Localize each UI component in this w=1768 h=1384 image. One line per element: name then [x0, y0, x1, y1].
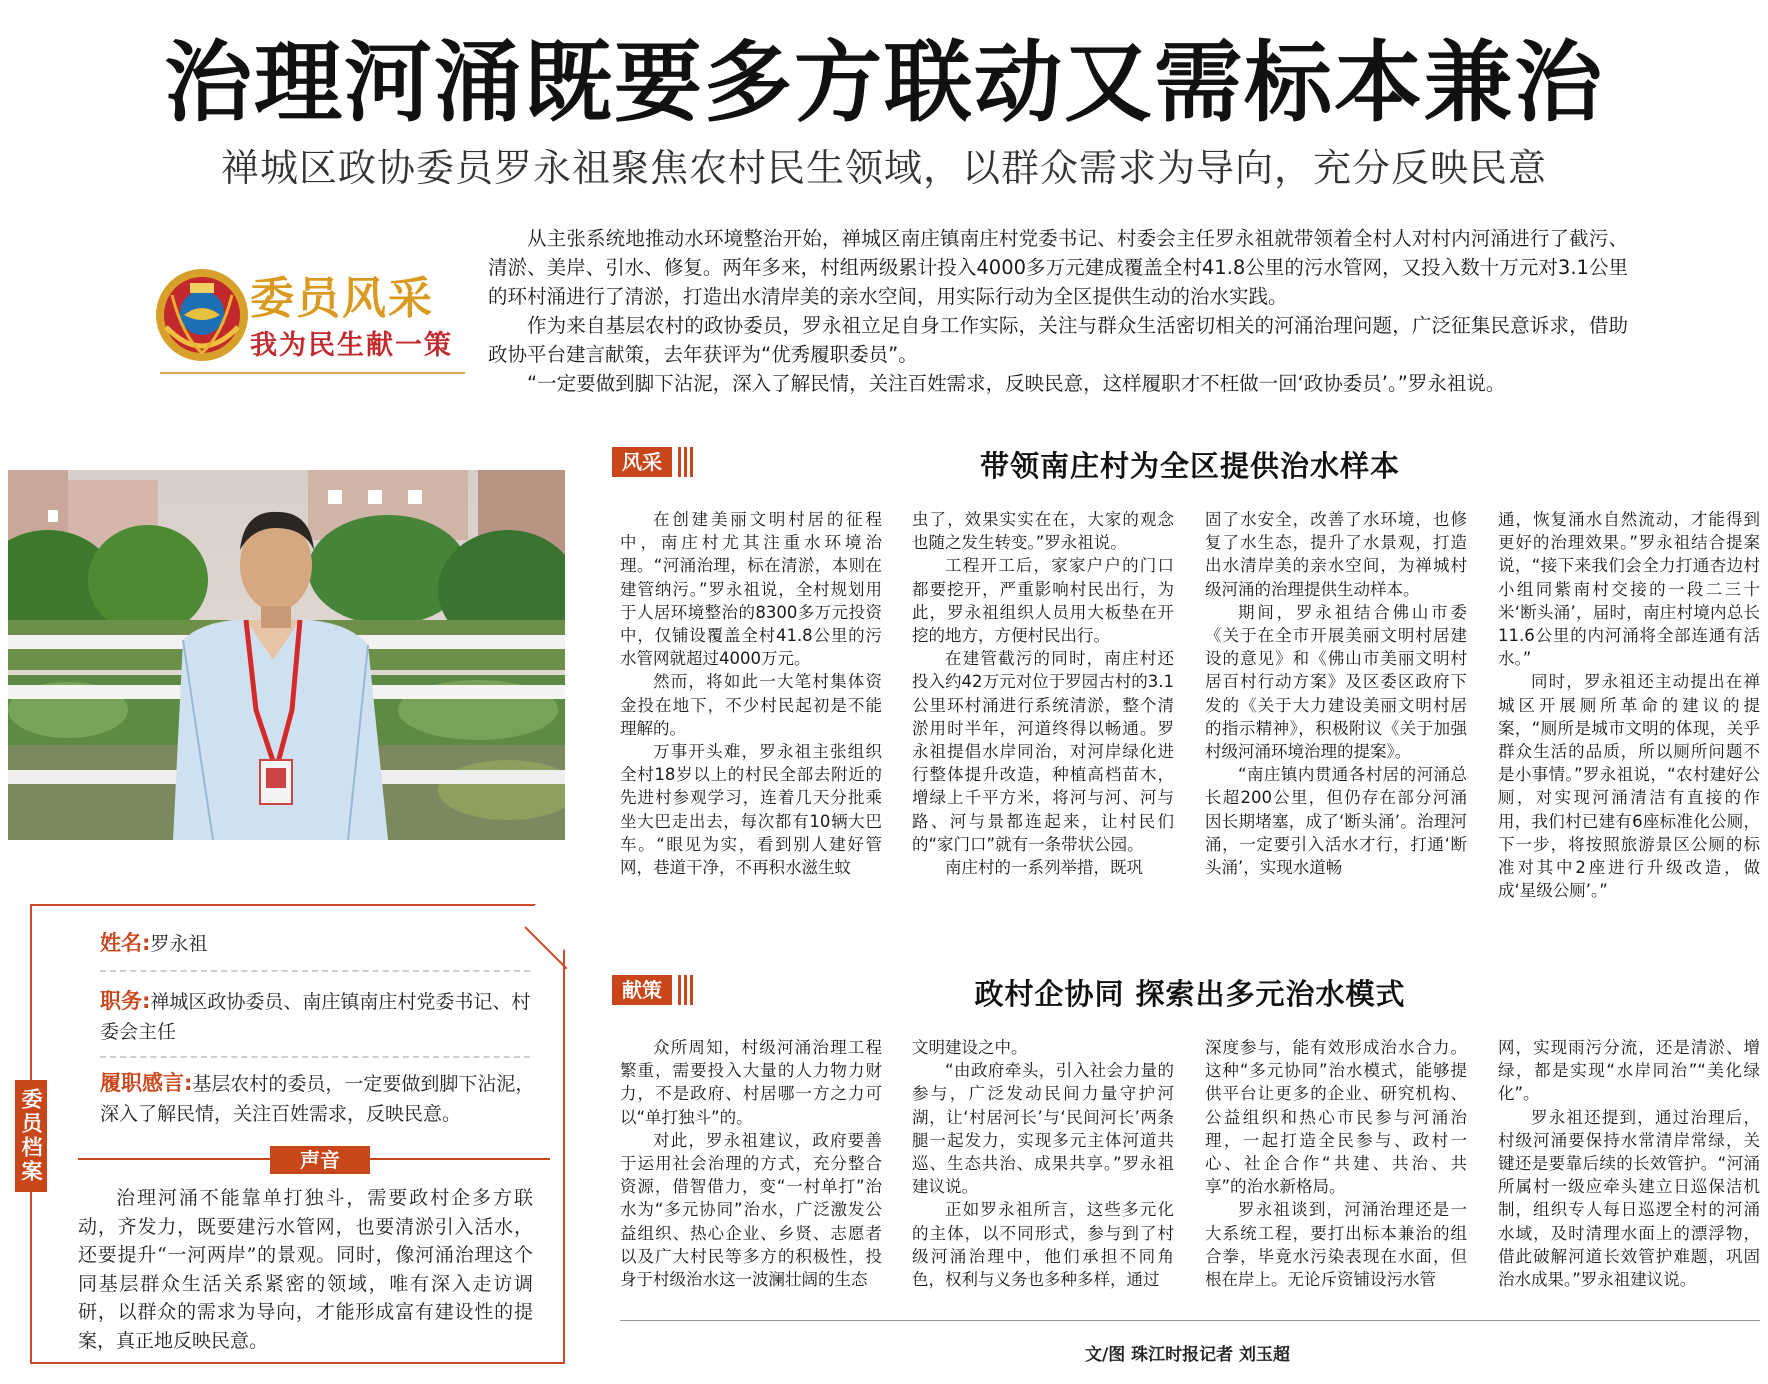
paragraph: 万事开头难，罗永祖主张组织全村18岁以上的村民全部去附近的先进村参观学习，连着几天分批乘坐大巴走出去，每次都有10辆大巴车。“眼见为实，看到别人建好管网，巷道干净，不再积水滋生蚊	[620, 742, 882, 878]
paragraph: 工程开工后，家家户户的门口都要挖开，严重影响村民出行，为此，罗永祖组织人员用大板垫在开挖的地方，方便村民出行。	[912, 556, 1174, 646]
section1-column-3	[1205, 508, 1467, 908]
voice-text	[78, 1184, 533, 1355]
feeling-value: 基层农村的委员，一定要做到脚下沾泥，深入了解民情，关注百姓需求，反映民意。	[100, 1073, 535, 1125]
paragraph: 同时，罗永祖还主动提出在禅城区开展厕所革命的建议的提案，“厕所是城市文明的体现，关乎群众生活的品质，所以厕所问题不是小事情。”罗永祖说，“农村建好公厕，对实现河涌清洁有直接的作用，我们村已建有6座标准化公厕，下一步，将按照旅游景区公厕的标准对其中2座进行升级改造，做成‘星级公厕’。”	[1498, 672, 1760, 901]
section2-column-1	[620, 1036, 882, 1306]
section1-column-4	[1498, 508, 1760, 908]
paragraph: 文明建设之中。	[912, 1038, 1028, 1057]
voice-paragraph: 治理河涌不能靠单打独斗，需要政村企多方联动，齐发力，既要建污水管网，也要清淤引入活水，还要提升“一河两岸”的景观。同时，像河涌治理这个同基层群众生活关系紧密的领域，唯有深入走访调研，以群众的需求为导向，才能形成富有建设性的提案，真正地反映民意。	[78, 1187, 533, 1352]
intro-paragraph: 从主张系统地推动水环境整治开始，禅城区南庄镇南庄村党委书记、村委会主任罗永祖就带领着全村人对村内河涌进行了截污、清淤、美岸、引水、修复。两年多来，村组两级累计投入4000多万元建成覆盖全村41.8公里的污水管网，又投入数十万元对3.1公里的环村涌进行了清淤，打造出水清岸美的亲水空间，用实际行动为全区提供生动的治水实践。	[488, 227, 1628, 308]
section2-column-2	[912, 1036, 1174, 1306]
paragraph: 虫了，效果实实在在，大家的观念也随之发生转变。”罗永祖说。	[912, 510, 1174, 553]
section1-column-1	[620, 508, 882, 908]
paragraph: 在建管截污的同时，南庄村还投入约42万元对位于罗园古村的3.1公里环村涌进行系统清淤，整个清淤用时半年，河道终得以畅通。罗永祖提倡水岸同治，对河岸绿化进行整体提升改造，种植高档苗木，增绿上千平方米，将河与河、河与路、河与景都连起来，让村民们的“家门口”就有一条带状公园。	[912, 649, 1174, 854]
paragraph: 通，恢复涌水自然流动，才能得到更好的治理效果。”罗永祖结合提案说，“接下来我们会全力打通杏边村小组同紫南村交接的一段二三十米‘断头涌’，届时，南庄村境内总长11.6公里的内河涌将全部连通有活水。”	[1498, 510, 1760, 669]
paragraph: 然而，将如此一大笔村集体资金投在地下，不少村民起初是不能理解的。	[620, 672, 882, 738]
headline: 治理河涌既要多方联动又需标本兼治	[163, 31, 1604, 134]
byline: 文/图 珠江时报记者 刘玉超	[1085, 1345, 1291, 1365]
divider	[100, 1056, 530, 1058]
name-label: 姓名:	[100, 931, 151, 955]
paragraph: 罗永祖谈到，河涌治理还是一大系统工程，要打出标本兼治的组合拳，毕竟水污染表现在水面，但根在岸上。无论斥资铺设污水管	[1205, 1200, 1467, 1290]
name-value: 罗永祖	[150, 933, 208, 955]
profile-job-row	[100, 986, 540, 1047]
paragraph: “南庄镇内贯通各村居的河涌总长超200公里，但仍存在部分河涌因长期堵塞，成了‘断头涌’。治理河涌，一定要引入活水才行，打通‘断头涌’，实现水道畅	[1205, 765, 1467, 878]
logo-underline	[160, 372, 465, 374]
tag-bars	[676, 447, 694, 477]
divider	[100, 970, 530, 972]
paragraph: 正如罗永祖所言，这些多元化的主体，以不同形式，参与到了村级河涌治理中，他们承担不同角色，权利与义务也多种多样，通过	[912, 1200, 1174, 1290]
paragraph: 在创建美丽文明村居的征程中，南庄村尤其注重水环境治理。“河涌治理，标在清淤，本则在建管纳污。”罗永祖说，全村规划用于人居环境整治的8300多万元投资中，仅铺设覆盖全村41.8公里的污水管网就超过4000万元。	[620, 510, 882, 669]
voice-badge: 声音	[270, 1146, 370, 1174]
profile-side-tab: 委员档案	[15, 1080, 47, 1192]
paragraph: 深度参与，能有效形成治水合力。这种“多元协同”治水模式，能够提供平台让更多的企业、研究机构、公益组织和热心市民参与河涌治理，一起打造全民参与、政村一心、社企合作“共建、共治、共享”的治水新格局。	[1205, 1038, 1467, 1197]
tag-bars	[676, 975, 694, 1005]
section2-title: 政村企协同 探索出多元治水模式	[974, 977, 1406, 1011]
job-value: 禅城区政协委员、南庄镇南庄村党委书记、村委会主任	[100, 991, 531, 1043]
section2-column-4	[1498, 1036, 1760, 1306]
intro-paragraph: 作为来自基层农村的政协委员，罗永祖立足自身工作实际，关注与群众生活密切相关的河涌治理问题，广泛征集民意诉求，借助政协平台建言献策，去年获评为“优秀履职委员”。	[488, 314, 1628, 366]
section1-title: 带领南庄村为全区提供治水样本	[979, 449, 1400, 483]
paragraph: “由政府牵头，引入社会力量的参与，广泛发动民间力量守护河湖，让‘村居河长’与‘民间河长’两条腿一起发力，实现多元主体河道共巡、生态共治、成果共享。”罗永祖建议说。	[912, 1061, 1174, 1197]
section1-column-2	[912, 508, 1174, 908]
section2-column-3	[1205, 1036, 1467, 1306]
footer-rule	[620, 1320, 1760, 1321]
section-tag-xiance: 献策	[612, 975, 672, 1005]
section-tag-fengcai: 风采	[612, 447, 672, 477]
paragraph: 对此，罗永祖建议，政府要善于运用社会治理的方式，充分整合资源，借智借力，变“一村单打”治水为“多元协同”治水，广泛激发公益组织、热心企业、乡贤、志愿者以及广大村民等多方的积极性，投身于村级治水这一波澜壮阔的生态	[620, 1130, 882, 1290]
intro-text	[488, 224, 1628, 398]
profile-feeling-row	[100, 1068, 540, 1129]
subheadline: 禅城区政协委员罗永祖聚焦农村民生领域，以群众需求为导向，充分反映民意	[220, 146, 1547, 190]
job-label: 职务:	[100, 989, 151, 1013]
portrait-photo	[8, 470, 565, 840]
cppcc-emblem-icon	[152, 265, 252, 365]
paragraph: 众所周知，村级河涌治理工程繁重，需要投入大量的人力物力财力，不是政府、村居哪一方之力可以“单打独斗”的。	[620, 1038, 882, 1127]
paragraph: 罗永祖还提到，通过治理后，村级河涌要保持水常清岸常绿，关键还是要靠后续的长效管护。“河涌所属村一级应牵头建立日巡保洁机制，组织专人每日巡逻全村的河涌水域，及时清理水面上的漂浮物，借此破解河道长效管护难题，巩固治水成果。”罗永祖建议说。	[1498, 1107, 1760, 1290]
logo-slogan: 我为民生献一策	[250, 330, 453, 361]
paragraph: 南庄村的一系列举措，既巩	[945, 858, 1143, 878]
paragraph: 网，实现雨污分流，还是清淤、增绿，都是实现“水岸同治”“美化绿化”。	[1498, 1038, 1760, 1104]
feeling-label: 履职感言:	[100, 1071, 193, 1095]
intro-paragraph: “一定要做到脚下沾泥，深入了解民情，关注百姓需求，反映民意，这样履职才不枉做一回‘政协委员’。”罗永祖说。	[527, 372, 1506, 395]
paragraph: 固了水安全，改善了水环境，也修复了水生态，提升了水景观，打造出水清岸美的亲水空间，为禅城村级河涌的治理提供生动样本。	[1205, 510, 1467, 599]
paragraph: 期间，罗永祖结合佛山市委《关于在全市开展美丽文明村居建设的意见》和《佛山市美丽文明村居百村行动方案》及区委区政府下发的《关于大力建设美丽文明村居的指示精神》，积极附议《关于加强村级河涌环境治理的提案》。	[1205, 602, 1467, 762]
profile-name-row	[100, 928, 540, 959]
logo-title: 委员风采	[250, 273, 434, 324]
